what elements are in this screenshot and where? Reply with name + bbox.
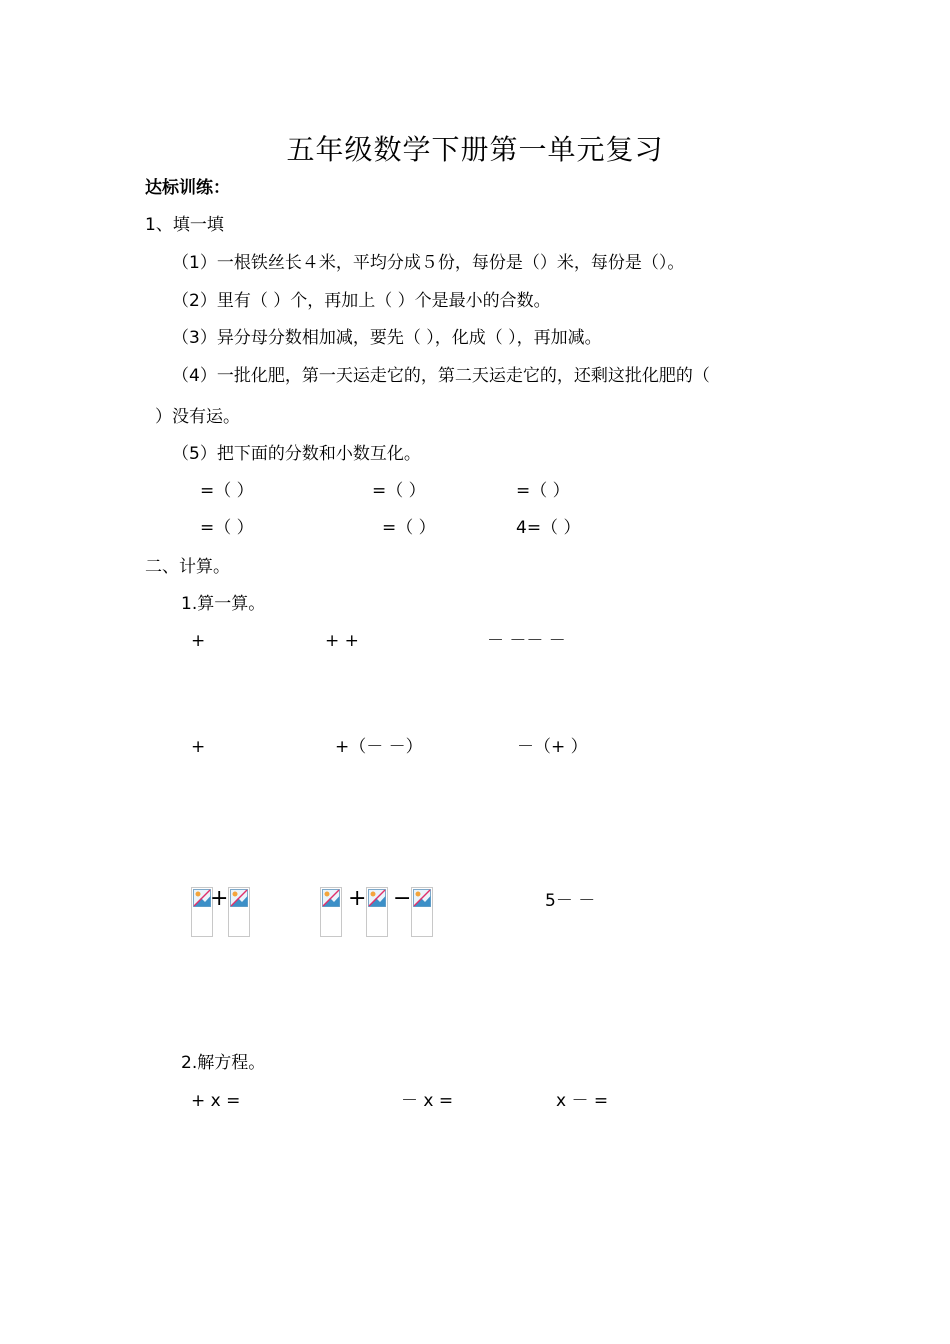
section-label: 达标训练： <box>145 178 230 198</box>
question-4-line1: （4）一批化肥，第一天运走它的，第二天运走它的，还剩这批化肥的（ <box>172 366 710 386</box>
calc-expression: － －－ － <box>487 631 566 651</box>
subsection-calculate: 1.算一算。 <box>181 594 266 614</box>
subsection-equations: 2.解方程。 <box>181 1053 266 1073</box>
minus-operator: − <box>393 886 412 911</box>
conversion-cell: =（ ） <box>516 481 570 501</box>
broken-image-icon <box>411 887 433 937</box>
broken-image-icon <box>228 887 250 937</box>
question-2: （2）里有（ ）个，再加上（ ）个是最小的合数。 <box>172 291 551 311</box>
question-3: （3）异分母分数相加减，要先（ ），化成（ ），再加减。 <box>172 328 602 348</box>
conversion-cell: =（ ） <box>200 518 254 538</box>
plus-operator: + <box>348 886 367 911</box>
equation: + x = <box>191 1091 241 1111</box>
calc-expression: + + <box>325 631 359 651</box>
conversion-cell: =（ ） <box>200 481 254 501</box>
calc-expression: + <box>191 737 206 757</box>
conversion-cell: =（ ） <box>372 481 426 501</box>
question-4-line2: ）没有运。 <box>155 407 240 427</box>
part1-heading: 1、填一填 <box>145 215 224 235</box>
page-title: 五年级数学下册第一单元复习 <box>286 133 664 166</box>
broken-image-icon <box>320 887 342 937</box>
question-1: （1）一根铁丝长４米，平均分成５份，每份是（）米，每份是（）。 <box>172 253 685 273</box>
conversion-cell: =（ ） <box>382 518 436 538</box>
calc-expression: + <box>191 631 206 651</box>
calc-expression: －（+ ） <box>517 737 588 757</box>
calc-expression: +（－ －） <box>335 737 423 757</box>
equation: － x = <box>401 1091 454 1111</box>
broken-image-icon <box>366 887 388 937</box>
equation: x － = <box>556 1091 609 1111</box>
question-5: （5）把下面的分数和小数互化。 <box>172 444 421 464</box>
plus-operator: + <box>210 886 229 911</box>
part2-heading: 二、计算。 <box>145 557 230 577</box>
conversion-cell: 4=（ ） <box>516 518 581 538</box>
calc-expression: 5－ － <box>545 891 596 911</box>
